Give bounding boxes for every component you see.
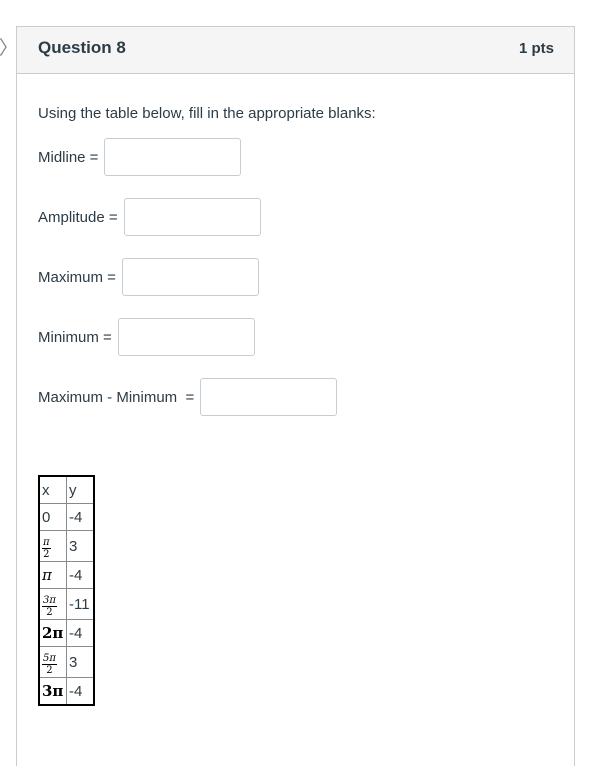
table-row bbox=[39, 531, 94, 562]
table-cell-y: 3 bbox=[67, 531, 95, 562]
table-cell-y: -4 bbox=[67, 504, 95, 531]
table-cell-x: π bbox=[39, 562, 67, 589]
table-cell-x bbox=[39, 647, 67, 678]
table-row bbox=[39, 647, 94, 678]
question-card bbox=[16, 26, 575, 766]
table-cell-x bbox=[39, 531, 67, 562]
amplitude-row bbox=[38, 198, 261, 236]
midline-input[interactable] bbox=[104, 138, 241, 176]
amplitude-input[interactable] bbox=[124, 198, 261, 236]
fraction-denominator: 2 bbox=[43, 549, 50, 560]
minimum-input[interactable] bbox=[118, 318, 255, 356]
table-header-x: x bbox=[39, 476, 67, 504]
question-points: 1 pts bbox=[518, 40, 554, 57]
table-cell-y: -11 bbox=[67, 589, 95, 620]
fraction-denominator: 2 bbox=[46, 665, 53, 676]
table-cell-x: 2π bbox=[39, 620, 67, 647]
fraction-denominator: 2 bbox=[46, 607, 53, 618]
max-minus-min-label: Maximum - Minimum = bbox=[38, 388, 195, 406]
table-cell-x bbox=[39, 589, 67, 620]
question-header bbox=[17, 27, 574, 74]
maximum-row bbox=[38, 258, 259, 296]
table-cell-y: 3 bbox=[67, 647, 95, 678]
fraction bbox=[42, 537, 51, 560]
amplitude-label: Amplitude = bbox=[38, 208, 118, 226]
max-minus-min-row bbox=[38, 378, 337, 416]
table-cell-y: -4 bbox=[67, 562, 95, 589]
minimum-row bbox=[38, 318, 255, 356]
table-cell-y: -4 bbox=[67, 620, 95, 647]
table-header-y: y bbox=[67, 476, 95, 504]
table-row bbox=[39, 562, 94, 589]
fraction-numerator: 3π bbox=[43, 595, 56, 606]
midline-row bbox=[38, 138, 241, 176]
fraction bbox=[42, 595, 57, 618]
maximum-label: Maximum = bbox=[38, 268, 116, 286]
table-header-row bbox=[39, 476, 94, 504]
question-prompt: Using the table below, fill in the appropriate blanks: bbox=[38, 105, 376, 122]
maximum-input[interactable] bbox=[122, 258, 259, 296]
fraction bbox=[42, 653, 57, 676]
fraction-numerator: π bbox=[43, 537, 50, 548]
fraction-numerator: 5π bbox=[43, 653, 56, 664]
table-cell-y: -4 bbox=[67, 678, 95, 706]
values-table bbox=[38, 475, 95, 706]
table-row bbox=[39, 589, 94, 620]
table-row bbox=[39, 678, 94, 706]
max-minus-min-input[interactable] bbox=[200, 378, 337, 416]
table-row bbox=[39, 504, 94, 531]
table-row bbox=[39, 620, 94, 647]
question-flag-icon[interactable] bbox=[0, 38, 8, 56]
minimum-label: Minimum = bbox=[38, 328, 112, 346]
question-title: Question 8 bbox=[38, 38, 126, 57]
midline-label: Midline = bbox=[38, 148, 99, 166]
table-cell-x: 3π bbox=[39, 678, 67, 706]
table-cell-x: 0 bbox=[39, 504, 67, 531]
